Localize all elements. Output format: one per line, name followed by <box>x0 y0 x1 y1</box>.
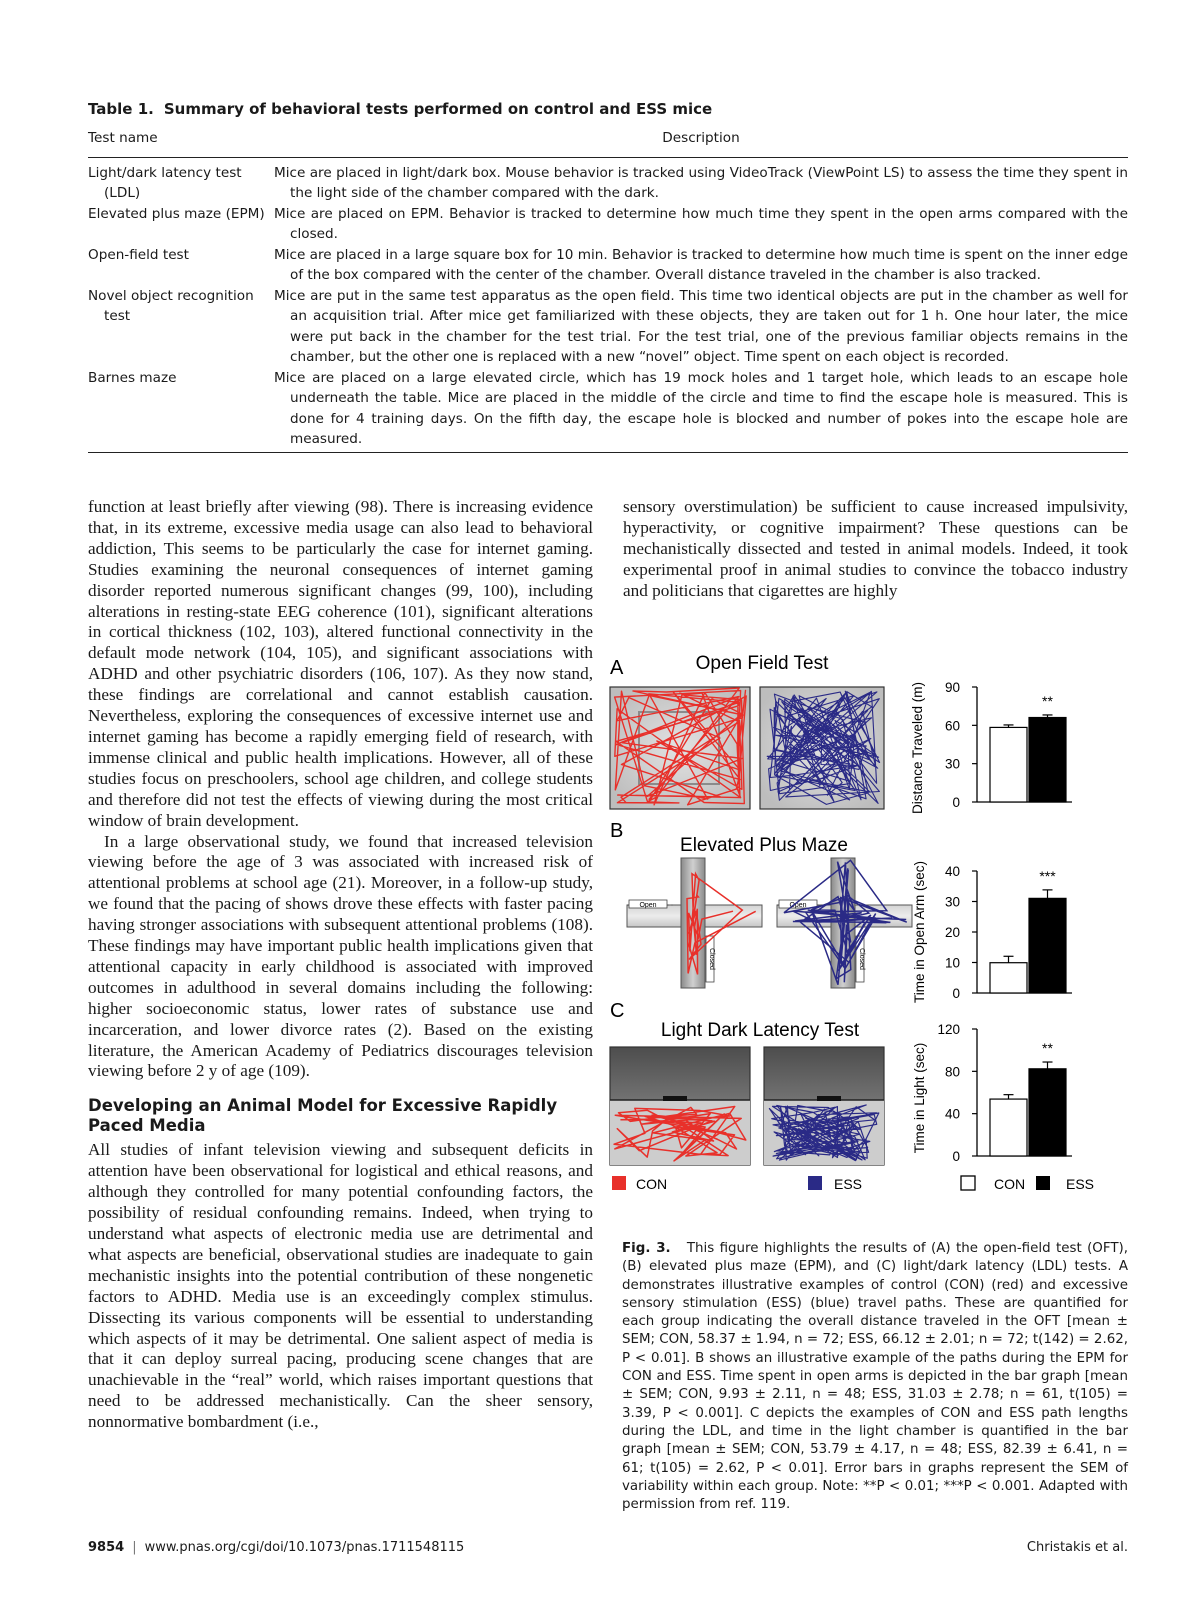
panel-title: Light Dark Latency Test <box>660 1020 860 1041</box>
table-row <box>88 286 1128 368</box>
panel-title: Elevated Plus Maze <box>680 835 848 856</box>
summary-table <box>88 128 1128 453</box>
distance-traveled-chart <box>910 680 1072 814</box>
y-tick-label: 0 <box>952 795 960 810</box>
header-test-name: Test name <box>88 128 274 157</box>
right-column <box>623 497 1128 602</box>
table-number: Table 1. <box>88 100 154 118</box>
plus-maze-ess <box>777 858 912 988</box>
ldl-con-box <box>610 1047 750 1165</box>
con-bar <box>990 727 1027 802</box>
test-name-cell: Light/dark latency test (LDL) <box>88 164 242 201</box>
table-row <box>88 157 1128 204</box>
left-column <box>88 497 593 1433</box>
y-tick-label: 40 <box>944 1106 960 1122</box>
ess-legend-label: ESS <box>834 1176 863 1192</box>
y-tick-label: 20 <box>944 925 960 940</box>
y-axis-label: Distance Traveled (m) <box>910 681 925 815</box>
y-tick-label: 120 <box>937 1022 960 1037</box>
footer-separator: | <box>132 1540 137 1555</box>
panel-letter: A <box>610 657 624 679</box>
test-name-cell: Elevated plus maze (EPM) <box>88 205 265 222</box>
table-1 <box>88 100 1128 453</box>
table-header-row <box>88 128 1128 157</box>
figure-svg <box>610 653 1132 1220</box>
test-description-cell: Mice are placed on a large elevated circle, which has 19 mock holes and 1 target hole, which leads to an escape hole underneath the table. Mice are placed in the middle of the circle and time to find the escape hole is measured. This is done for 4 training days. On the fifth day, the escape hole is blocked and number of pokes into the escape hole are measured. <box>274 368 1128 453</box>
caption-text: This figure highlights the results of (A) the open-field test (OFT), (B) elevated plus maze (EPM), and (C) light/dark latency (LDL) tests. A demonstrates illustrative examples of control (CON) (red) and excessive sensory stimulation (ESS) (blue) travel paths. These are quantified for each group indicating the overall distance traveled in the OFT [mean ± SEM; CON, 58.37 ± 1.94, n = 72; ESS, 66.12 ± 2.01; n = 72; t(142) = 2.62, P < 0.01]. B shows an illustrative example of the paths during the EPM for CON and ESS. Time spent in open arms is depicted in the bar graph [mean ± SEM; CON, 9.93 ± 2.11, n = 48; ESS, 31.03 ± 2.78; n = 61, t(105) = 3.39, P < 0.001]. C depicts the examples of CON and ESS path lengths during the LDL, and time in the light chamber is quantified in the bar graph [mean ± SEM; CON, 53.79 ± 4.17, n = 48; ESS, 82.39 ± 6.41, n = 61; t(105) = 2.62, P < 0.01]. Error bars in graphs represent the SEM of variability within each group. Note: **P < 0.01; ***P < 0.001. Adapted with permission from ref. 119. <box>622 1241 1128 1513</box>
closed-arm-label: Closed <box>858 948 865 970</box>
con-bar-legend-swatch <box>961 1176 975 1190</box>
caption-label: Fig. 3. <box>622 1241 671 1256</box>
open-arm-label: Open <box>639 902 657 909</box>
open-field-con-arena <box>610 687 750 809</box>
page-footer <box>88 1540 1128 1555</box>
test-description-cell: Mice are put in the same test apparatus as the open field. This time two identical objects are put in the chamber as well for an acquisition trial. After mice get familiarized with these objects, they are taken out for 1 h. One hour later, the mice were put back in the chamber for the test trial. For the test trial, one of the previous familiar objects remains in the chamber, but the other one is replaced with a new “novel” object. Time spent on each object is recorded. <box>274 287 1128 365</box>
y-tick-label: 60 <box>944 718 960 734</box>
running-author: Christakis et al. <box>1026 1540 1128 1555</box>
ess-legend-swatch <box>808 1176 822 1190</box>
table-row <box>88 204 1128 245</box>
closed-arm-label: Closed <box>708 948 715 970</box>
ldl-ess-box <box>764 1047 884 1165</box>
plus-maze-con <box>627 858 762 988</box>
con-bar <box>990 963 1027 993</box>
y-tick-label: 40 <box>944 864 960 879</box>
y-axis-label: Time in Open Arm (sec) <box>912 860 927 1004</box>
test-description-cell: Mice are placed in light/dark box. Mouse behavior is tracked using VideoTrack (ViewPoint LS) to assess the time they spent in the light side of the chamber compared with the dark. <box>274 164 1128 201</box>
panel-letter: C <box>610 1000 625 1022</box>
figure-3 <box>610 653 1132 1220</box>
table-title-text: Summary of behavioral tests performed on control and ESS mice <box>163 100 713 118</box>
ess-bar <box>1029 898 1066 993</box>
y-tick-label: 0 <box>952 986 960 1001</box>
panel-title: Open Field Test <box>695 653 829 674</box>
con-legend-swatch <box>612 1176 626 1190</box>
test-description-cell: Mice are placed on EPM. Behavior is tracked to determine how much time they spent in the open arms compared with the closed. <box>274 205 1128 242</box>
open-field-ess-arena <box>760 687 884 809</box>
con-bar <box>990 1099 1027 1156</box>
panel-letter: B <box>610 820 624 842</box>
y-axis-label: Time in Light (sec) <box>912 1042 927 1154</box>
ess-bar <box>1029 718 1066 802</box>
con-bar-legend-label: CON <box>994 1176 1026 1192</box>
test-description-cell: Mice are placed in a large square box for 10 min. Behavior is tracked to determine how much time is spent on the inner edge of the box compared with the center of the chamber. Overall distance traveled in the chamber is also tracked. <box>274 246 1129 283</box>
y-tick-label: 0 <box>952 1149 960 1164</box>
y-tick-label: 30 <box>944 756 960 772</box>
ess-bar-legend-label: ESS <box>1066 1176 1095 1192</box>
y-tick-label: 90 <box>944 680 960 695</box>
body-paragraph: All studies of infant television viewing and subsequent deficits in attention have been observational for logistical and ethical reasons, and although they controlled for many potential confounding factors, the possibility of residual confounding remains. Indeed, when trying to understand what aspects of electronic media use are detrimental and what aspects are beneficial, observational studies are inadequate to gain mechanistic insights into the potential contribution of these nongenetic factors to ADHD. Media use is an exceedingly complex stimulus. Dissecting its various components will be essential to understanding which aspects of it may be detrimental. One salient aspect of media is that it can deploy surreal pacing, producing scene changes that are unachievable in the “real” world, which raises important questions that need to be addressed mechanistically. Can the sheer sensory, nonnormative bombardment (i.e., <box>88 1140 593 1432</box>
figure-legend <box>612 1176 1094 1192</box>
test-name-cell: Barnes maze <box>88 368 274 453</box>
con-legend-label: CON <box>636 1176 668 1192</box>
section-heading: Developing an Animal Model for Excessive Rapidly Paced Media <box>88 1096 558 1136</box>
y-tick-label: 30 <box>944 894 960 910</box>
y-tick-label: 10 <box>944 955 960 971</box>
doi-link[interactable]: www.pnas.org/cgi/doi/10.1073/pnas.1711548115 <box>144 1540 465 1555</box>
open-arm-label: Open <box>789 902 807 909</box>
page-number: 9854 <box>88 1540 125 1555</box>
time-open-arm-chart <box>912 861 1072 1003</box>
ess-bar <box>1029 1069 1066 1156</box>
significance-marker: *** <box>1039 867 1056 884</box>
table-title <box>88 100 1128 118</box>
y-tick-label: 80 <box>944 1064 960 1080</box>
test-name-cell: Novel object recognition test <box>88 287 254 324</box>
body-paragraph: function at least briefly after viewing (98). There is increasing evidence that, in its extreme, excessive media usage can also lead to behavioral addiction, This seems to be particularly the case for internet gaming. Studies examining the neuronal consequences of internet gaming disorder reported numerous significant changes (99, 100), including alterations in resting-state EEG coherence (101), significant alterations in cortical thickness (102, 103), altered functional connectivity in the default mode network (104, 105), and significant associations with ADHD and other psychiatric disorders (106, 107). As they now stand, these findings are correlational and cannot establish causation. Nevertheless, exploring the consequences of excessive internet use and internet gaming has become a rapidly emerging field of research, with immense clinical and public health implications. However, all of these studies focus on preschoolers, school age children, and college students and therefore did not test the effects of viewing during the most critical window of brain development. <box>88 497 593 830</box>
header-description: Description <box>274 128 1128 157</box>
significance-marker: ** <box>1042 1040 1053 1057</box>
body-paragraph: In a large observational study, we found that increased television viewing before the age of 3 was associated with increased risk of attentional problems at school age (21). Moreover, in a follow-up study, we found that the pacing of shows drove these effects with faster pacing having stronger associations with subsequent attentional problems (108). These findings may have important public health implications given that attentional capacity in early childhood is associated with improved outcomes in adulthood in several domains including the following: higher socioeconomic status, lower rates of substance use and incarceration, and lower divorce rates (2). Based on the existing literature, the American Academy of Pediatrics discourages television viewing before 2 y of age (109). <box>88 831 593 1081</box>
figure-caption <box>622 1240 1128 1514</box>
time-in-light-chart <box>912 1022 1072 1164</box>
ess-bar-legend-swatch <box>1036 1176 1050 1190</box>
significance-marker: ** <box>1042 692 1053 709</box>
test-name-cell: Open-field test <box>88 246 189 263</box>
body-paragraph: sensory overstimulation) be sufficient to cause increased impulsivity, hyperactivity, or cognitive impairment? These questions can be mechanistically dissected and tested in animal models. Indeed, it took experimental proof in animal studies to convince the tobacco industry and politicians that cigarettes are highly <box>623 497 1128 600</box>
table-row <box>88 245 1128 286</box>
table-row <box>88 368 1128 453</box>
